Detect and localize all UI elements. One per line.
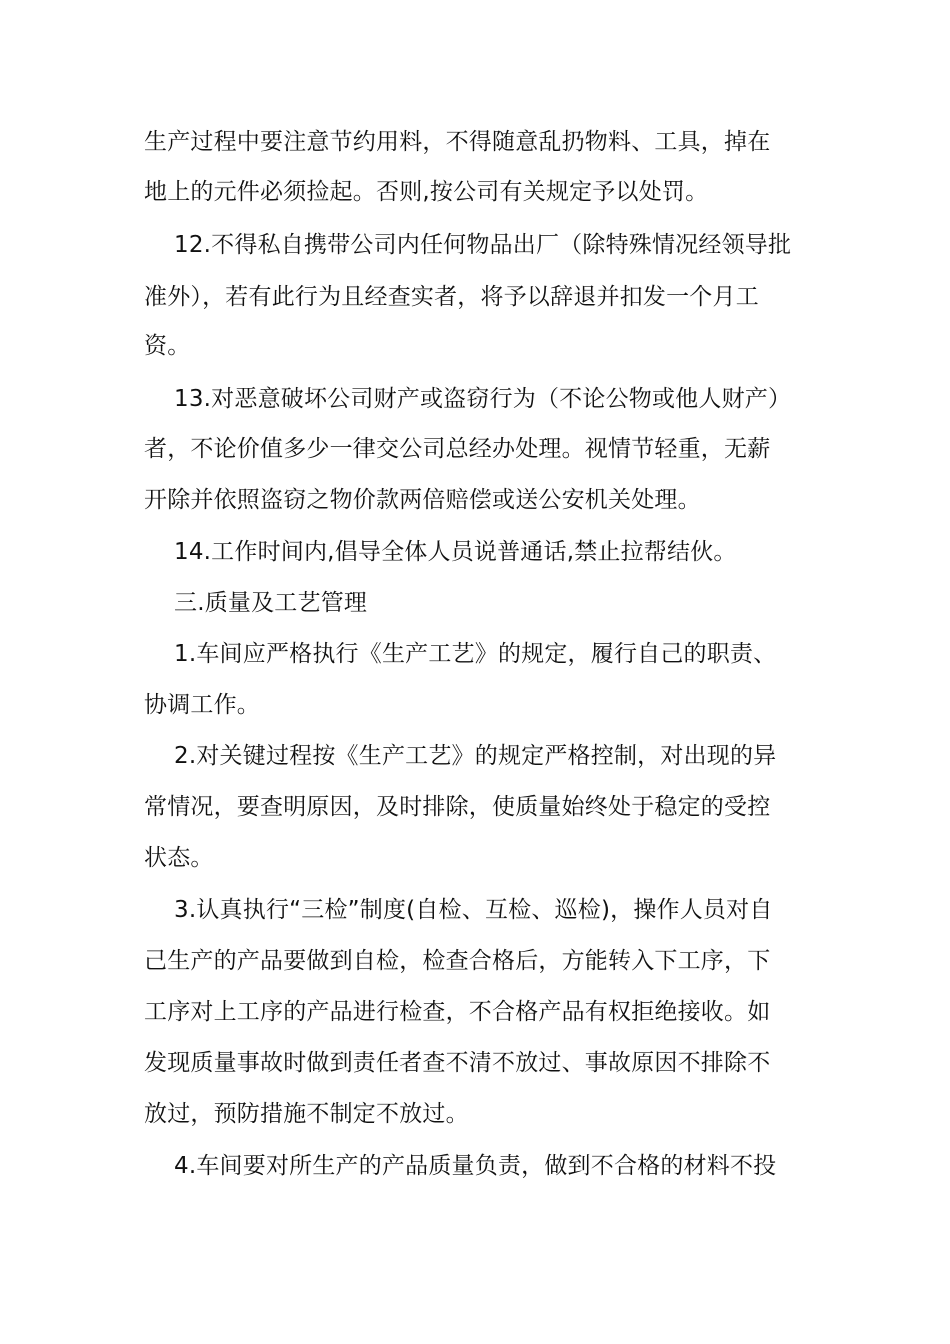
text-line: 2.对关键过程按《生产工艺》的规定严格控制，对出现的异 [174,743,777,769]
text-line: 3.认真执行“三检”制度(自检、互检、巡检)，操作人员对自 [174,897,773,923]
text-line: 资。 [144,333,191,359]
text-line: 13.对恶意破坏公司财产或盗窃行为（不论公物或他人财产） [174,386,792,412]
text-line: 生产过程中要注意节约用料，不得随意乱扔物料、工具，掉在 [144,129,771,155]
text-line: 发现质量事故时做到责任者查不清不放过、事故原因不排除不 [144,1050,771,1076]
text-line: 准外），若有此行为且经查实者，将予以辞退并扣发一个月工 [144,284,759,310]
text-line: 12.不得私自携带公司内任何物品出厂（除特殊情况经领导批 [174,232,792,258]
text-line: 状态。 [144,845,214,871]
text-line: 己生产的产品要做到自检，检查合格后，方能转入下工序，下 [144,948,771,974]
text-line: 协调工作。 [144,692,260,718]
text-line: 1.车间应严格执行《生产工艺》的规定，履行自己的职责、 [174,641,777,667]
text-line: 地上的元件必须捡起。否则,按公司有关规定予以处罚。 [144,179,709,205]
text-line: 开除并依照盗窃之物价款两倍赔偿或送公安机关处理。 [144,487,701,513]
text-line: 工序对上工序的产品进行检查，不合格产品有权拒绝接收。如 [144,999,771,1025]
text-line: 者，不论价值多少一律交公司总经办处理。视情节轻重，无薪 [144,436,771,462]
text-line: 14.工作时间内,倡导全体人员说普通话,禁止拉帮结伙。 [174,539,737,565]
text-line: 放过，预防措施不制定不放过。 [144,1101,469,1127]
section-heading: 三.质量及工艺管理 [174,590,368,616]
text-line: 4.车间要对所生产的产品质量负责，做到不合格的材料不投 [174,1153,777,1179]
text-line: 常情况，要查明原因，及时排除，使质量始终处于稳定的受控 [144,794,771,820]
